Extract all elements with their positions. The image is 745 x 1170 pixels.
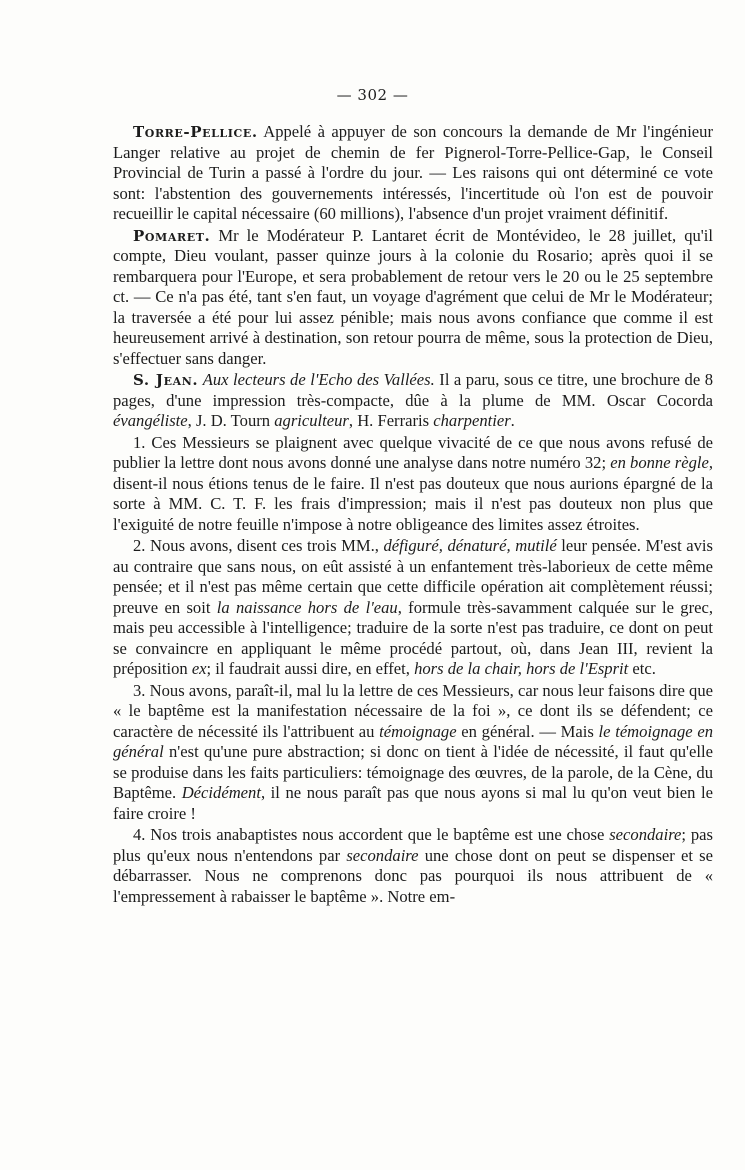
italic-run: hors de la chair, hors de l'Esprit <box>414 659 629 678</box>
paragraph-text: Mr le Modérateur P. Lantaret écrit de Montévideo, le 28 juillet, qu'il compte, Dieu voulant, passer quinze jours à la colonie du Rosario; après quoi il se rembarquera pour l'Europe, et sera probablement de retour vers le 20 ou le 25 septembre ct. — Ce n'a pas été, tant s'en faut, un voyage d'agrément que celui de Mr le Modérateur; la traversée a été pour lui assez pénible; mais nous avons confiance que comme il est heureusement arrivé à destination, son retour pourra de même, sous la protection de Dieu, s'effectuer sans danger. <box>113 225 713 368</box>
text-run: une chose dont on peut se dispenser et se débarrasser. Nous ne comprenons donc pas pourquoi ils nous attribuent de « l'empressement à rabaisser le baptême ». Notre em- <box>113 845 713 906</box>
italic-run: évangéliste <box>113 411 188 430</box>
text-run: etc. <box>628 659 656 678</box>
text-run: 2. Nous avons, disent ces trois MM., <box>133 536 384 555</box>
italic-run: secondaire <box>346 845 419 865</box>
italic-run: Décidément <box>181 783 261 802</box>
article-body <box>113 122 713 908</box>
list-item-4 <box>113 825 713 907</box>
text-run: 1. Ces Messieurs se plaignent avec quelque vivacité de ce que nous avons refusé de publier la lettre dont nous avons donné une analyse dans notre numéro 32; <box>113 432 713 472</box>
heading-s-jean: S. Jean. <box>133 371 199 389</box>
text-run: ; pas plus qu'eux nous n'entendons par <box>113 825 713 865</box>
text-run: n'est qu'une pure abstraction; si donc on tient à l'idée de nécessité, il faut qu'elle se produise dans les faits particuliers: témoignage des œuvres, de la parole, de la Cène, du Baptême. <box>113 742 713 802</box>
italic-run: charpentier <box>433 411 511 430</box>
italic-run: secondaire <box>609 825 682 844</box>
italic-run: agriculteur <box>274 411 349 430</box>
paragraph-torre-pellice <box>113 122 713 225</box>
italic-run: ex <box>191 659 207 678</box>
list-item-2 <box>113 536 713 680</box>
italic-run: la naissance hors de l'eau <box>216 597 398 617</box>
text-run: , formule très-savamment calquée sur le grec, mais peu accessible à l'intelligence; traduire de la sorte n'est pas traduire, ce dont on peut se convaincre en appliquant le même procédé partout, où, dans Jean III, revient la préposition <box>113 597 714 678</box>
text-run: , disent-il nous étions tenus de le faire. Il n'est pas douteux que nous aurions épargné de la sorte à MM. C. T. F. les frais d'impression; mais il n'est pas douteux non plus que l'exiguité de notre feuille n'impose à notre obligeance des limites assez étroites. <box>113 453 713 534</box>
italic-run: Aux lecteurs de l'Echo des Vallées. <box>202 370 435 389</box>
text-run: , J. D. Tourn <box>187 411 275 430</box>
paragraph-text: Appelé à appuyer de son concours la demande de Mr l'ingénieur Langer relative au projet de chemin de fer Pignerol-Torre-Pellice-Gap, le Conseil Provincial de Turin a passé à l'ordre du jour. — Les raisons qui ont déterminé ce vote sont: l'abstention des gouvernements intéressés, l'incertitude où l'on est de pouvoir recueillir le capital nécessaire (60 millions), l'absence d'un projet vraiment définitif. <box>113 122 713 223</box>
text-run: en général. — Mais <box>456 721 599 741</box>
italic-run: témoignage <box>379 721 457 741</box>
list-item-3 <box>113 681 713 825</box>
text-run: ; il faudrait aussi dire, en effet, <box>206 659 415 678</box>
italic-run: défiguré, dénaturé, mutilé <box>383 536 557 555</box>
paragraph-pomaret <box>113 226 713 370</box>
text-run: 4. Nos trois anabaptistes nous accordent que le baptême est une chose <box>133 825 610 844</box>
text-run: . <box>510 411 515 430</box>
italic-run: le témoignage en général <box>113 721 713 761</box>
heading-torre-pellice: Torre-Pellice. <box>133 123 258 141</box>
text-run: Il a paru, sous ce titre, une brochure de 8 pages, d'une impression très-compacte, dûe à la plume de MM. Oscar Cocorda <box>113 370 713 410</box>
page-number: — 302 — <box>336 86 409 104</box>
paragraph-s-jean <box>113 370 713 432</box>
list-item-1 <box>113 433 713 536</box>
text-run: , il ne nous paraît pas que nous ayons si mal lu qu'on veut bien le faire croire ! <box>113 783 713 823</box>
text-run: 3. Nous avons, paraît-il, mal lu la lettre de ces Messieurs, car nous leur faisons dire que « le baptême est la manifestation nécessaire de la foi », ce dont ils se défendent; ce caractère de nécessité ils l'attribuent au <box>113 680 713 741</box>
italic-run: en bonne règle <box>610 453 709 472</box>
text-run: leur pensée. M'est avis au contraire que sans nous, on eût assisté à un enfantement très-laborieux de cette même pensée; et il n'est pas même certain que cette difficile opération ait complètement réussi; preuve en soit <box>113 536 713 617</box>
heading-pomaret: Pomaret. <box>133 226 211 245</box>
text-run: , H. Ferraris <box>348 411 434 430</box>
